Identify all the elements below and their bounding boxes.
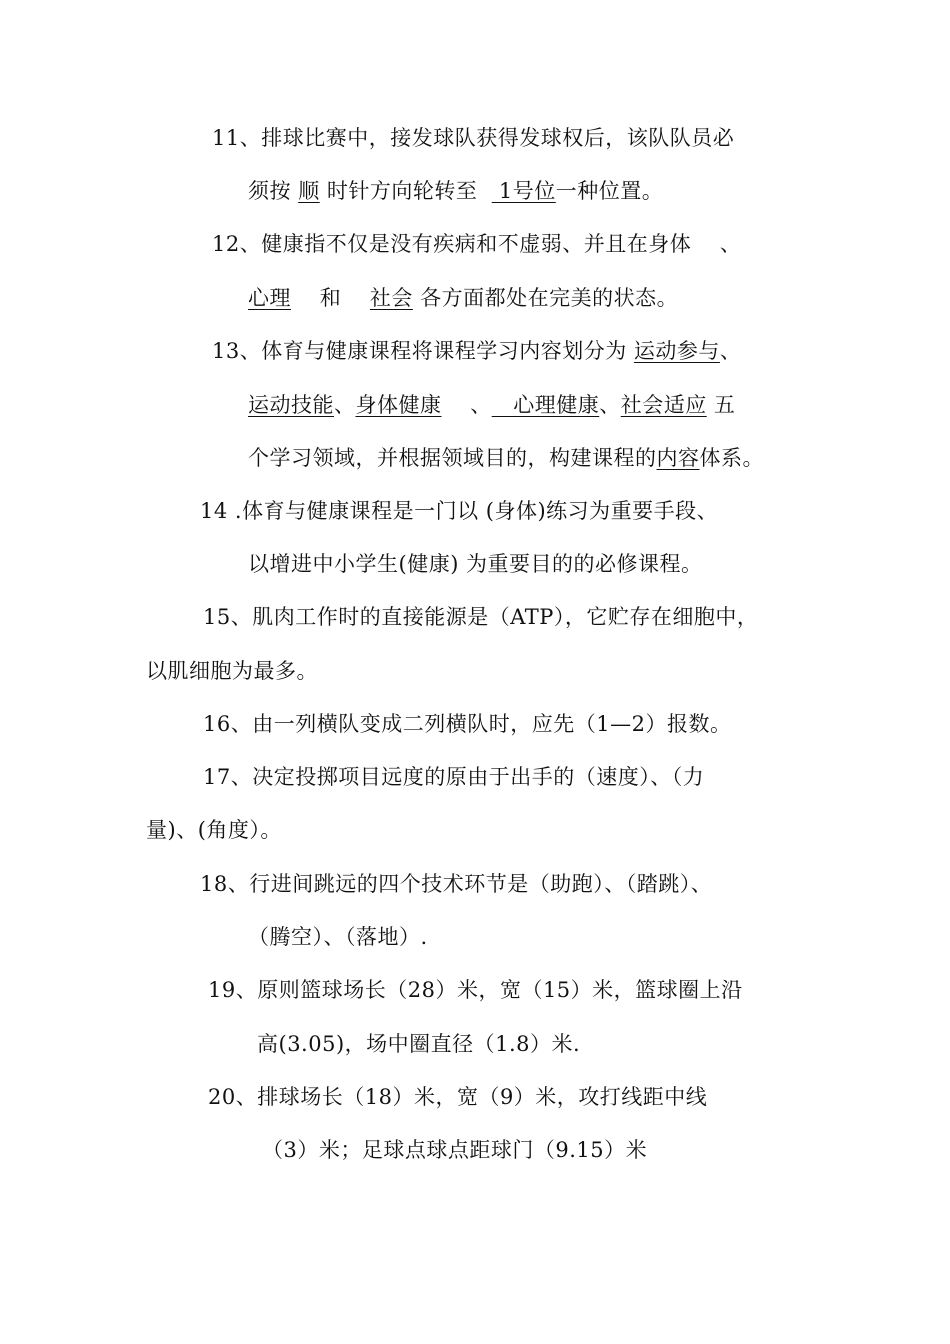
q11-answer-direction: 顺 (298, 179, 320, 203)
q13-line2 (248, 390, 735, 420)
q13-sep-a: 、 (334, 393, 356, 417)
q19-line2: 高(3.05)，场中圈直径（1.8）米. (257, 1032, 581, 1056)
q12-line2 (248, 283, 678, 313)
q19-line1: 19、原则篮球场长（28）米，宽（15）米，篮球圈上沿 (208, 978, 743, 1002)
q11-text-a: 须按 (248, 179, 299, 203)
q13-sep-c: 、 (599, 393, 621, 417)
q13-text-five: 五 (706, 393, 736, 417)
q12-text-b: 各方面都处在完美的状态。 (412, 286, 679, 310)
q18-line2: （腾空）、（落地）. (248, 925, 428, 949)
q13-text-a: 13、体育与健康课程将课程学习内容划分为 (212, 339, 634, 363)
q11-text-c: 一种位置。 (555, 179, 664, 203)
q20-line1: 20、排球场长（18）米，宽（9）米，攻打线距中线 (208, 1085, 708, 1109)
q11-text-b: 时针方向轮转至 (319, 179, 492, 203)
q17-line2: 量)、(角度）。 (146, 818, 282, 842)
q12-text-a: 和 (291, 286, 370, 310)
q18-line1: 18、行进间跳远的四个技术环节是（助跑）、（踏跳）、 (200, 872, 713, 896)
q13-line1 (212, 336, 741, 366)
q13-line3 (248, 443, 764, 473)
q15-line2: 以肌细胞为最多。 (146, 659, 318, 683)
q13-text-c: 个学习领域，并根据领域目的，构建课程的 (248, 446, 657, 470)
q11-line2 (248, 176, 663, 206)
q13-answer-participation: 运动参与 (633, 339, 720, 363)
q13-answer-skills: 运动技能 (248, 393, 334, 417)
q13-answer-social-adaptation: 社会适应 (620, 393, 707, 417)
q17-line1: 17、决定投掷项目远度的原由于出手的（速度）、（力 (203, 765, 705, 789)
q20-line2: （3）米；足球点球点距球门（9.15）米 (262, 1138, 648, 1162)
q13-answer-physical-health: 身体健康 (355, 393, 442, 417)
q14-line2: 以增进中小学生(健康) 为重要目的的必修课程。 (248, 552, 703, 576)
q16-line1: 16、由一列横队变成二列横队时，应先（1—2）报数。 (203, 712, 732, 736)
q13-answer-content: 内容 (656, 446, 700, 470)
q12-answer-psychology: 心理 (248, 286, 291, 310)
q13-answer-mental-health: 心理健康 (491, 393, 600, 417)
q13-text-b: 、 (719, 339, 742, 363)
q13-sep-b: 、 (441, 393, 492, 417)
q12-answer-society: 社会 (369, 286, 413, 310)
q15-line1: 15、肌肉工作时的直接能源是（ATP），它贮存在细胞中， (203, 605, 759, 629)
q14-line1: 14 .体育与健康课程是一门以 (身体)练习为重要手段、 (200, 499, 719, 523)
q11-line1: 11、排球比赛中，接发球队获得发球权后，该队队员必 (212, 126, 735, 150)
q12-line1: 12、健康指不仅是没有疾病和不虚弱、并且在身体 、 (212, 232, 742, 256)
q13-text-d: 体系。 (699, 446, 764, 470)
q11-answer-position: 1号位 (491, 179, 556, 203)
